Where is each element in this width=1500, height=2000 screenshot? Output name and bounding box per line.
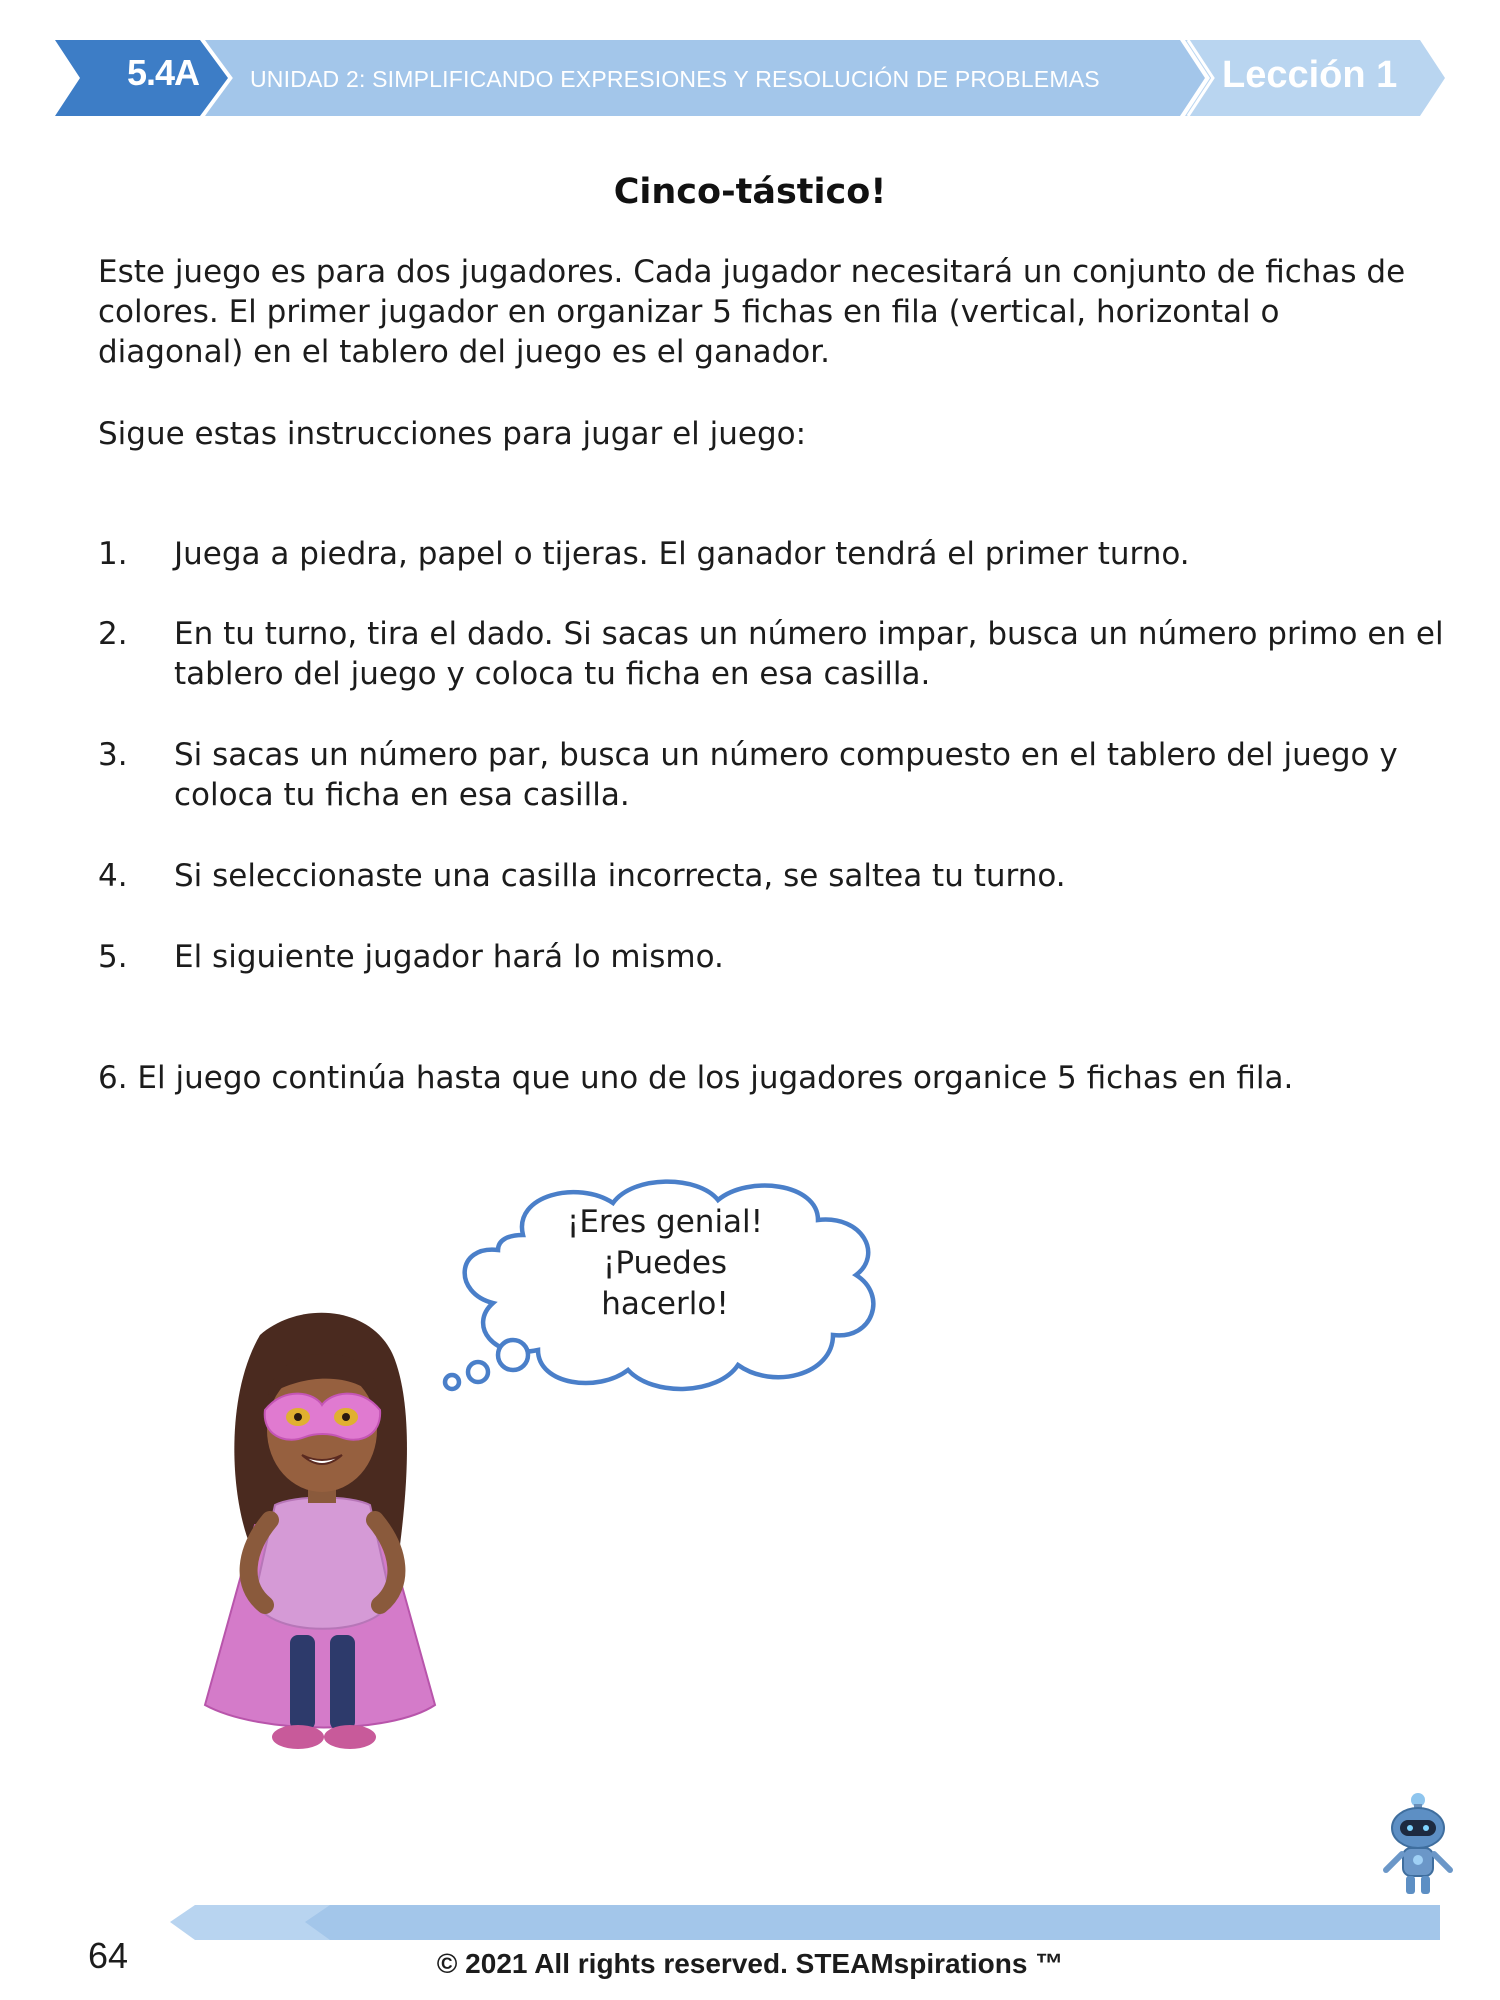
level-code: 5.4A [126, 52, 200, 93]
robot-icon [1378, 1790, 1458, 1900]
instructions-lead: Sigue estas instrucciones para jugar el juego: [98, 416, 807, 452]
list-text: Si seleccionaste una casilla incorrecta, se saltea tu turno. [174, 858, 1066, 894]
list-text: El siguiente jugador hará lo mismo. [174, 939, 724, 975]
intro-paragraph: Este juego es para dos jugadores. Cada jugador necesitará un conjunto de fichas de colores. El primer jugador en organizar 5 fichas en fila (vertical, horizontal o diagonal) en el tablero del juego es el ganador. [98, 254, 1406, 370]
copyright-notice: © 2021 All rights reserved. STEAMspirations ™ [436, 1948, 1064, 1979]
list-text: Juega a piedra, papel o tijeras. El ganador tendrá el primer turno. [174, 536, 1190, 572]
bubble-text [520, 1202, 810, 1325]
bubble-line-2: ¡Puedes [602, 1245, 728, 1281]
list-number: 5. [98, 939, 128, 975]
list-number: 2. [98, 616, 128, 652]
lesson-label: Lección 1 [1222, 54, 1398, 96]
footer-bar [0, 1900, 1500, 1950]
list-number: 4. [98, 858, 128, 894]
page-number: 64 [88, 1935, 129, 1976]
page-title: Cinco-tástico! [613, 172, 887, 212]
bubble-line-1: ¡Eres genial! [566, 1204, 764, 1240]
list-text: En tu turno, tira el dado. Si sacas un número impar, busca un número primo en el tablero del juego y coloca tu ficha en esa casilla. [174, 616, 1444, 692]
list-number: 1. [98, 536, 128, 572]
bubble-line-3: hacerlo! [601, 1286, 729, 1322]
header-banner [0, 0, 1500, 130]
unit-title: UNIDAD 2: SIMPLIFICANDO EXPRESIONES Y RESOLUCIÓN DE PROBLEMAS [250, 66, 1100, 92]
list-text: Si sacas un número par, busca un número compuesto en el tablero del juego y coloca tu ficha en esa casilla. [174, 737, 1398, 813]
list-number: 3. [98, 737, 128, 773]
list-item-6: 6. El juego continúa hasta que uno de los jugadores organice 5 fichas en fila. [98, 1060, 1294, 1096]
superhero-girl-icon [190, 1305, 450, 1775]
